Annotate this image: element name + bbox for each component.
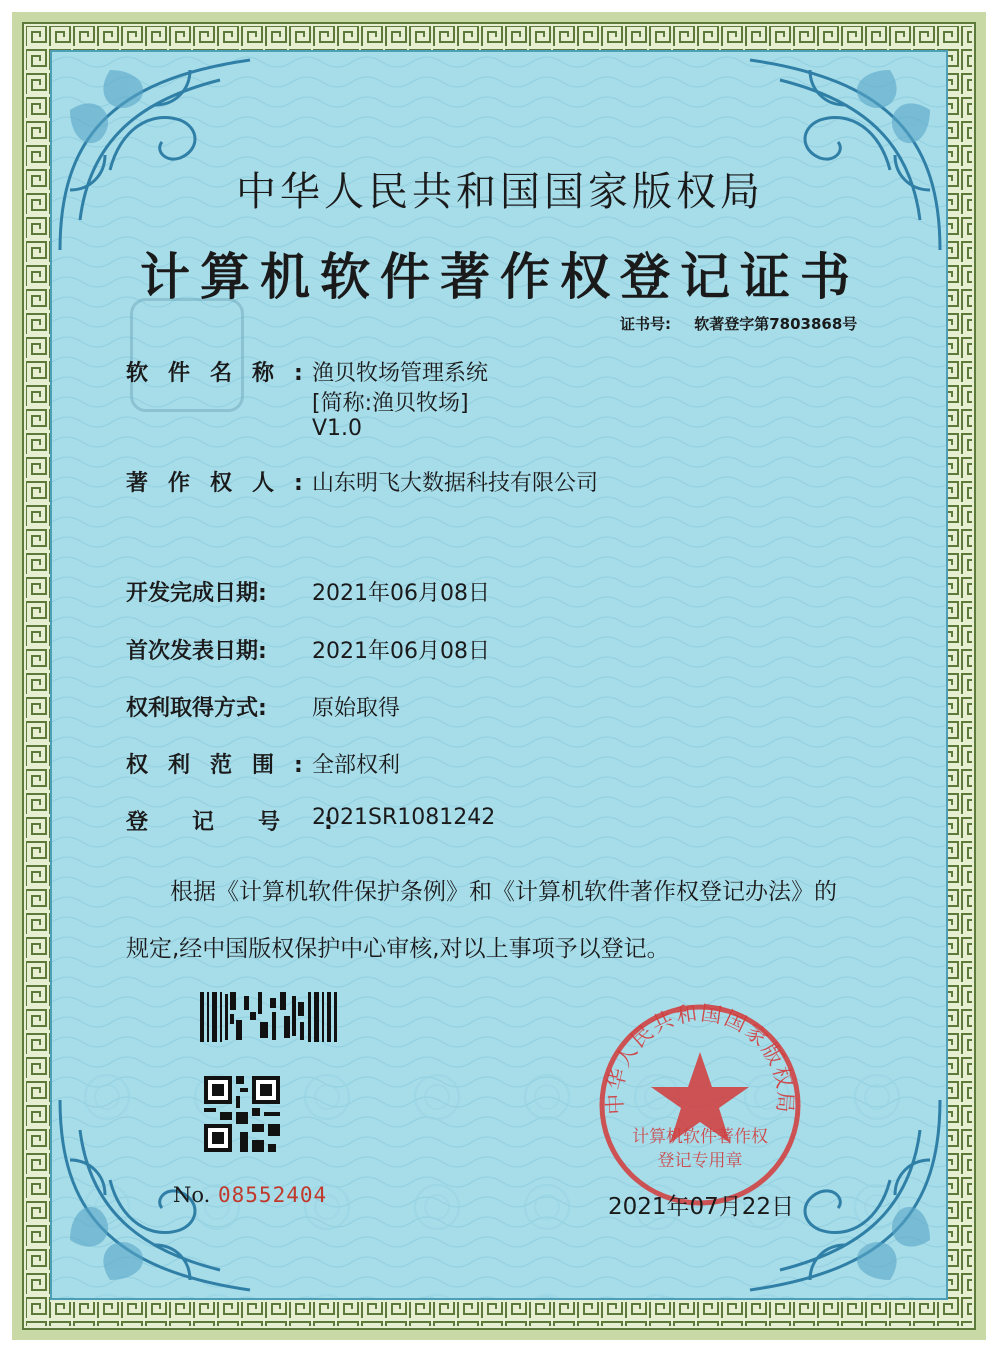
qr-code bbox=[204, 1076, 280, 1152]
software-version: V1.0 bbox=[312, 416, 363, 441]
software-name: 渔贝牧场管理系统 bbox=[312, 361, 489, 386]
serial-number: 08552404 bbox=[218, 1183, 328, 1207]
dev-completion-date: 2021年06月08日 bbox=[312, 581, 490, 606]
corner-ornament-top-left bbox=[50, 50, 260, 260]
serial-number-label: No. bbox=[173, 1183, 211, 1207]
certificate-title: 计算机软件著作权登记证书 bbox=[140, 247, 860, 306]
official-seal bbox=[595, 1000, 805, 1210]
issue-date: 2021年07月22日 bbox=[608, 1194, 795, 1220]
issuing-authority: 中华人民共和国国家版权局 bbox=[236, 169, 764, 215]
certificate-number-value: 软著登字第7803868号 bbox=[694, 315, 858, 333]
certificate-number-label: 证书号: bbox=[620, 315, 671, 333]
certificate-number bbox=[620, 313, 857, 334]
dev-completion-date-label: 开发完成日期: bbox=[126, 581, 267, 606]
seal-center-line2: 登记专用章 bbox=[657, 1151, 743, 1171]
first-publication-date: 2021年06月08日 bbox=[312, 639, 490, 664]
rights-scope: 全部权利 bbox=[312, 753, 401, 778]
copyright-owner: 山东明飞大数据科技有限公司 bbox=[312, 471, 599, 496]
rights-acquisition: 原始取得 bbox=[312, 696, 401, 721]
first-publication-date-label: 首次发表日期: bbox=[126, 639, 267, 664]
copyright-watermark-emblem bbox=[130, 298, 244, 412]
corner-ornament-top-right bbox=[740, 50, 950, 260]
registration-number-label: 登记号: bbox=[126, 810, 377, 835]
software-short-name: [简称:渔贝牧场] bbox=[312, 391, 469, 416]
rights-acquisition-label: 权利取得方式: bbox=[126, 696, 267, 721]
barcode bbox=[200, 992, 340, 1042]
legal-basis-line1: 根据《计算机软件保护条例》和《计算机软件著作权登记办法》的 bbox=[170, 879, 837, 905]
registration-number: 2021SR1081242 bbox=[312, 805, 496, 830]
copyright-owner-label: 著作权人: bbox=[126, 471, 323, 496]
seal-ring-text: 中华人民共和国国家版权局 bbox=[602, 1000, 798, 1116]
legal-basis-line2: 规定,经中国版权保护中心审核,对以上事项予以登记。 bbox=[126, 936, 670, 962]
rights-scope-label: 权利范围: bbox=[126, 753, 323, 778]
seal-center-line1: 计算机软件著作权 bbox=[632, 1127, 768, 1147]
software-name-label: 软件名称: bbox=[126, 361, 323, 386]
